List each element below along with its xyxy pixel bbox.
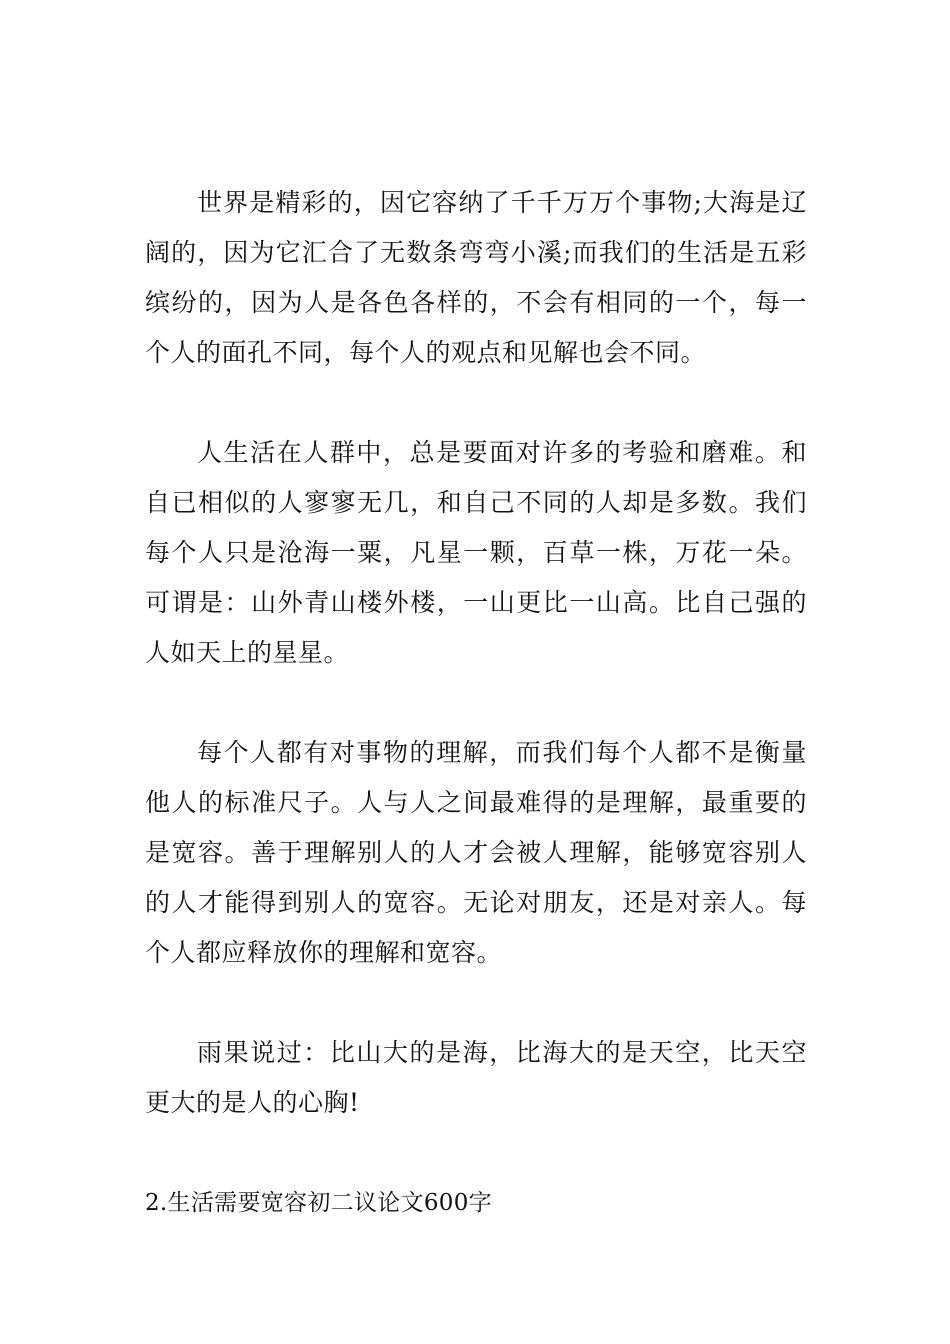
paragraph-3: 每个人都有对事物的理解，而我们每个人都不是衡量他人的标准尺子。人与人之间最难得的是理解，最重要的是宽容。善于理解别人的人才会被人理解，能够宽容别人的人才能得到别人的宽容。无论对朋友，还是对亲人。每个人都应释放你的理解和宽容。 (145, 738, 807, 967)
paragraph-4: 雨果说过：比山大的是海，比海大的是天空，比天空更大的是人的心胸! (145, 1038, 807, 1117)
document-body (145, 178, 807, 1228)
paragraph-2: 人生活在人群中，总是要面对许多的考验和磨难。和自已相似的人寥寥无几，和自己不同的人却是多数。我们每个人只是沧海一粟，凡星一颗，百草一株，万花一朵。可谓是：山外青山楼外楼，一山更比一山高。比自己强的人如天上的星星。 (145, 438, 807, 667)
paragraph-1: 世界是精彩的，因它容纳了千千万万个事物;大海是辽阔的，因为它汇合了无数条弯弯小溪;而我们的生活是五彩缤纷的，因为人是各色各样的，不会有相同的一个，每一个人的面孔不同，每个人的观点和见解也会不同。 (145, 188, 807, 367)
section-heading: 2.生活需要宽容初二议论文600字 (145, 1190, 492, 1216)
